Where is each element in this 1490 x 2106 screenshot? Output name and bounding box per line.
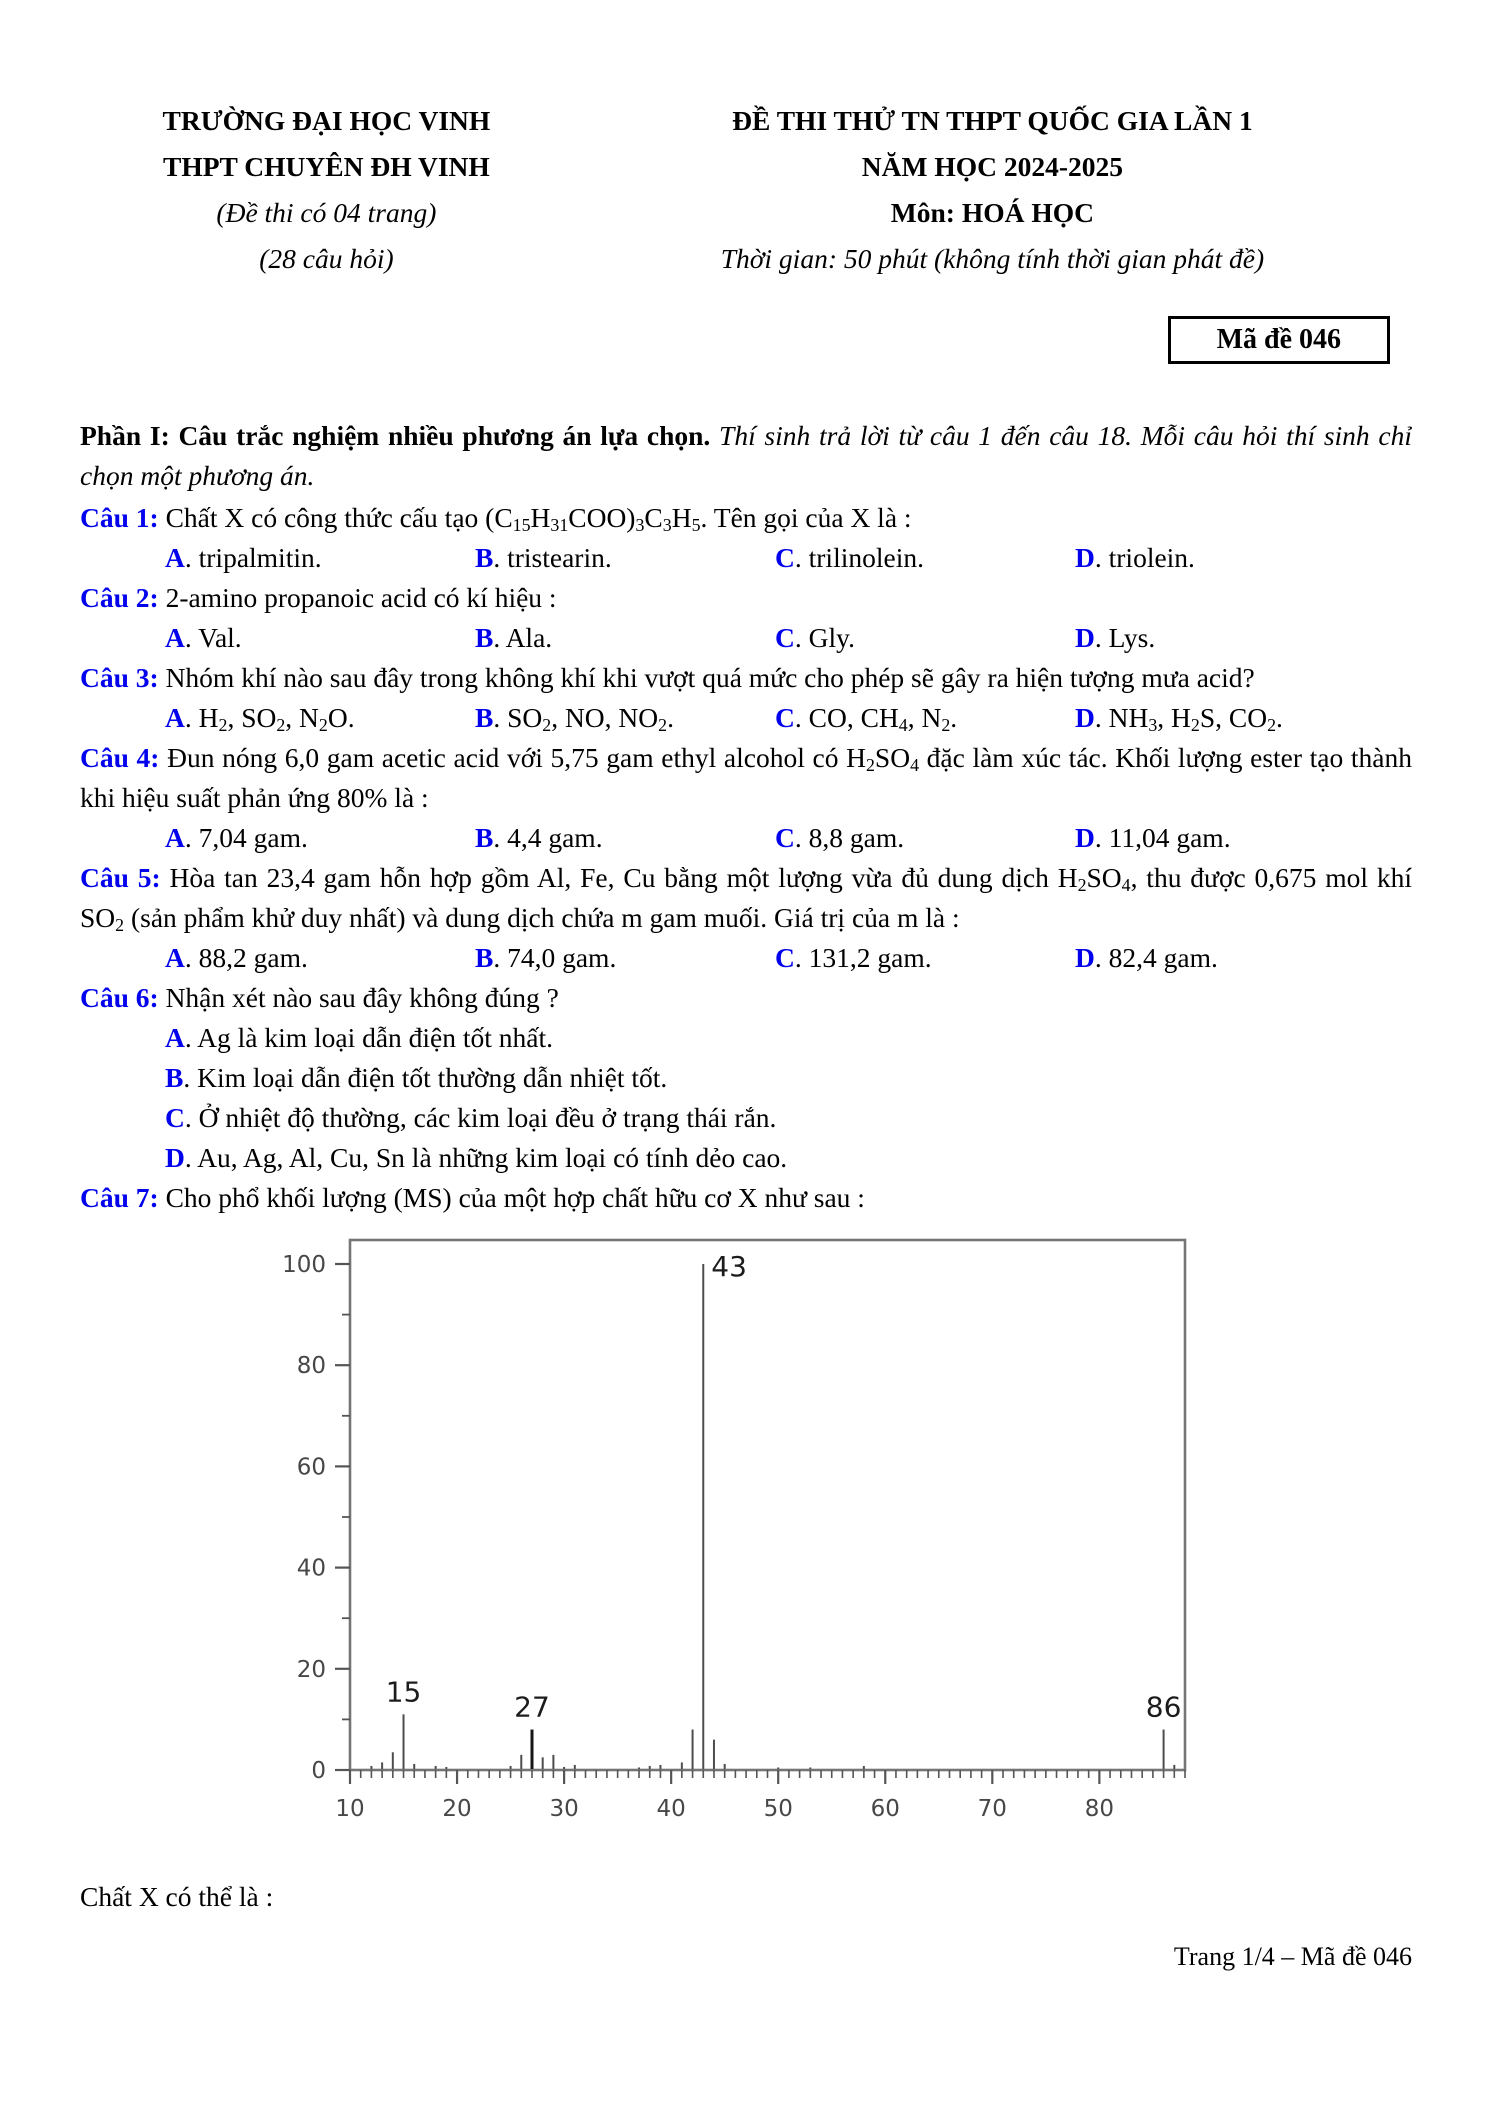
option-text: . 7,04 gam. bbox=[184, 822, 308, 853]
question-block-3 bbox=[80, 658, 1412, 738]
option-text: . Ở nhiệt độ thường, các kim loại đều ở trạng thái rắn. bbox=[184, 1102, 777, 1133]
option-letter: B bbox=[475, 942, 494, 973]
subject: Môn: HOÁ HỌC bbox=[890, 197, 1094, 228]
option-text: . tristearin. bbox=[493, 542, 612, 573]
school-subname: THPT CHUYÊN ĐH VINH bbox=[163, 151, 490, 182]
question-block-4 bbox=[80, 738, 1412, 858]
option-text: . Val. bbox=[184, 622, 242, 653]
option-C bbox=[775, 618, 1075, 658]
option-letter: A bbox=[165, 702, 185, 733]
question-count-note: (28 câu hỏi) bbox=[259, 243, 394, 274]
option-letter: D bbox=[165, 1142, 185, 1173]
option-C bbox=[165, 1102, 776, 1133]
question-label: Câu 2: bbox=[80, 582, 159, 613]
peak-label-15: 15 bbox=[385, 1675, 422, 1709]
options-row bbox=[165, 698, 1412, 738]
question-label: Câu 4: bbox=[80, 742, 160, 773]
question-body: 2-amino propanoic acid có kí hiệu : bbox=[158, 582, 557, 613]
question-body: Đun nóng 6,0 gam acetic acid với 5,75 gam ethyl alcohol có $H_2SO_4$ đặc làm xúc tác. Khối lượng ester tạo thành khi hiệu suất phản ứng 80% là : bbox=[80, 742, 1413, 813]
option-letter: C bbox=[775, 542, 795, 573]
option-D bbox=[1075, 818, 1412, 858]
option-text: . $H_2$, $SO_2$, $N_2O$. bbox=[184, 702, 355, 735]
option-A bbox=[165, 538, 475, 578]
option-D bbox=[1075, 698, 1412, 738]
option-letter: B bbox=[165, 1062, 184, 1093]
option-letter: B bbox=[475, 622, 494, 653]
question-label: Câu 3: bbox=[80, 662, 159, 693]
option-text: . trilinolein. bbox=[794, 542, 924, 573]
option-text: . Lys. bbox=[1094, 622, 1156, 653]
chart-frame bbox=[350, 1240, 1185, 1770]
option-D bbox=[165, 1142, 787, 1173]
y-tick-label: 20 bbox=[296, 1656, 326, 1683]
option-text: . 8,8 gam. bbox=[794, 822, 905, 853]
option-B bbox=[475, 818, 775, 858]
option-letter: C bbox=[775, 822, 795, 853]
option-A bbox=[165, 698, 475, 738]
question-text bbox=[80, 498, 1412, 538]
option-letter: D bbox=[1075, 622, 1095, 653]
header-exam-block bbox=[573, 98, 1412, 282]
option-C bbox=[775, 818, 1075, 858]
question-text bbox=[80, 978, 1412, 1018]
option-B bbox=[475, 938, 775, 978]
question-body: Chất X có công thức cấu tạo $(C_{15}H_{31}COO)_3C_3H_5$. Tên gọi của X là : bbox=[158, 502, 912, 535]
options-row bbox=[165, 938, 1412, 978]
option-letter: A bbox=[165, 1022, 185, 1053]
option-C bbox=[775, 538, 1075, 578]
questions-list bbox=[80, 498, 1412, 1218]
question-body: Nhận xét nào sau đây không đúng ? bbox=[158, 982, 559, 1013]
peak-label-86: 86 bbox=[1145, 1690, 1182, 1724]
question-text bbox=[80, 1178, 1412, 1218]
option-text: . CO, $CH_4$, $N_2$. bbox=[794, 702, 958, 735]
x-tick-label: 70 bbox=[977, 1796, 1007, 1822]
exam-code-box: Mã đề 046 bbox=[1168, 316, 1390, 364]
question-block-2 bbox=[80, 578, 1412, 658]
x-tick-label: 50 bbox=[763, 1796, 793, 1822]
question-body: Nhóm khí nào sau đây trong không khí khi vượt quá mức cho phép sẽ gây ra hiện tượng mưa acid? bbox=[158, 662, 1255, 693]
option-letter: C bbox=[775, 702, 795, 733]
option-letter: C bbox=[775, 622, 795, 653]
school-year: NĂM HỌC 2024-2025 bbox=[861, 151, 1124, 182]
part1-title: Phần I: Câu trắc nghiệm nhiều phương án lựa chọn. bbox=[80, 420, 711, 451]
duration-note: Thời gian: 50 phút (không tính thời gian phát đề) bbox=[720, 243, 1265, 274]
option-text: . $NH_3$, $H_2S$, $CO_2$. bbox=[1094, 702, 1283, 735]
mass-spectrum-figure bbox=[255, 1232, 1412, 1837]
options-line bbox=[165, 1058, 1412, 1098]
peak-label-27: 27 bbox=[514, 1690, 550, 1724]
option-text: . tripalmitin. bbox=[184, 542, 322, 573]
pages-note: (Đề thi có 04 trang) bbox=[216, 197, 437, 228]
option-letter: A bbox=[165, 622, 185, 653]
question-block-6 bbox=[80, 978, 1412, 1178]
page-footer: Trang 1/4 – Mã đề 046 bbox=[1173, 1942, 1412, 1971]
x-tick-label: 20 bbox=[442, 1796, 472, 1822]
question-block-5 bbox=[80, 858, 1412, 978]
option-letter: B bbox=[475, 822, 494, 853]
option-A bbox=[165, 1022, 553, 1053]
question-text bbox=[80, 738, 1412, 818]
option-letter: A bbox=[165, 822, 185, 853]
option-D bbox=[1075, 538, 1412, 578]
question-body: Hòa tan 23,4 gam hỗn hợp gồm Al, Fe, Cu bằng một lượng vừa đủ dung dịch $H_2SO_4$, thu được 0,675 mol khí $SO_2$ (sản phẩm khử duy nhất) và dung dịch chứa m gam muối. Giá trị của m là : bbox=[80, 862, 1413, 935]
option-B bbox=[475, 698, 775, 738]
header bbox=[80, 98, 1412, 282]
option-letter: D bbox=[1075, 942, 1095, 973]
option-letter: A bbox=[165, 542, 185, 573]
y-tick-label: 100 bbox=[282, 1252, 326, 1278]
mass-spectrum-chart bbox=[255, 1232, 1190, 1832]
school-name: TRƯỜNG ĐẠI HỌC VINH bbox=[162, 105, 491, 136]
option-A bbox=[165, 938, 475, 978]
option-text: . $SO_2$, NO, $NO_2$. bbox=[493, 702, 674, 735]
options-line bbox=[165, 1098, 1412, 1138]
option-text: . 4,4 gam. bbox=[493, 822, 603, 853]
peak-label-43: 43 bbox=[711, 1250, 747, 1283]
option-text: . 82,4 gam. bbox=[1094, 942, 1218, 973]
question-body: Cho phổ khối lượng (MS) của một hợp chất hữu cơ X như sau : bbox=[158, 1182, 865, 1213]
option-A bbox=[165, 818, 475, 858]
option-text: . Gly. bbox=[794, 622, 855, 653]
x-tick-label: 30 bbox=[549, 1796, 579, 1822]
question-label: Câu 5: bbox=[80, 862, 161, 893]
option-text: . triolein. bbox=[1094, 542, 1195, 573]
option-text: . Kim loại dẫn điện tốt thường dẫn nhiệt tốt. bbox=[183, 1062, 668, 1093]
question-text bbox=[80, 578, 1412, 618]
y-tick-label: 60 bbox=[296, 1454, 326, 1481]
y-tick-label: 40 bbox=[296, 1555, 326, 1582]
part1-intro bbox=[80, 416, 1412, 496]
options-row bbox=[165, 618, 1412, 658]
option-letter: D bbox=[1075, 542, 1095, 573]
question-block-7 bbox=[80, 1178, 1412, 1218]
question-text bbox=[80, 858, 1412, 938]
option-text: . Au, Ag, Al, Cu, Sn là những kim loại có tính dẻo cao. bbox=[184, 1142, 788, 1173]
option-text: . 11,04 gam. bbox=[1094, 822, 1231, 853]
question-block-1 bbox=[80, 498, 1412, 578]
x-tick-label: 10 bbox=[335, 1796, 365, 1822]
option-text: . 74,0 gam. bbox=[493, 942, 617, 973]
x-tick-label: 60 bbox=[870, 1796, 900, 1822]
option-C bbox=[775, 698, 1075, 738]
exam-code-row bbox=[80, 316, 1390, 364]
y-tick-label: 80 bbox=[296, 1353, 326, 1380]
after-chart-text: Chất X có thể là : bbox=[80, 1881, 274, 1912]
exam-title: ĐỀ THI THỬ TN THPT QUỐC GIA LẦN 1 bbox=[732, 105, 1253, 136]
options-row bbox=[165, 818, 1412, 858]
x-tick-label: 40 bbox=[656, 1796, 686, 1822]
option-B bbox=[165, 1062, 667, 1093]
option-text: . 88,2 gam. bbox=[184, 942, 308, 973]
header-school-block bbox=[80, 98, 573, 282]
x-tick-label: 80 bbox=[1084, 1796, 1114, 1822]
question-label: Câu 1: bbox=[80, 502, 159, 533]
options-row bbox=[165, 538, 1412, 578]
option-letter: D bbox=[1075, 702, 1095, 733]
option-letter: B bbox=[475, 542, 494, 573]
option-letter: C bbox=[165, 1102, 185, 1133]
option-letter: D bbox=[1075, 822, 1095, 853]
options-line bbox=[165, 1138, 1412, 1178]
option-C bbox=[775, 938, 1075, 978]
option-B bbox=[475, 538, 775, 578]
question-label: Câu 6: bbox=[80, 982, 159, 1013]
option-letter: C bbox=[775, 942, 795, 973]
question-label: Câu 7: bbox=[80, 1182, 159, 1213]
options-line bbox=[165, 1018, 1412, 1058]
question-text bbox=[80, 658, 1412, 698]
option-letter: A bbox=[165, 942, 185, 973]
y-tick-label: 0 bbox=[311, 1758, 326, 1784]
option-D bbox=[1075, 618, 1412, 658]
option-text: . Ag là kim loại dẫn điện tốt nhất. bbox=[184, 1022, 554, 1053]
option-A bbox=[165, 618, 475, 658]
option-text: . Ala. bbox=[493, 622, 553, 653]
option-letter: B bbox=[475, 702, 494, 733]
option-B bbox=[475, 618, 775, 658]
part1-instructions: Thí sinh trả lời từ câu 1 đến câu 18. Mỗi câu hỏi thí sinh chỉ chọn một phương án. bbox=[80, 420, 1412, 491]
option-D bbox=[1075, 938, 1412, 978]
option-text: . 131,2 gam. bbox=[794, 942, 932, 973]
